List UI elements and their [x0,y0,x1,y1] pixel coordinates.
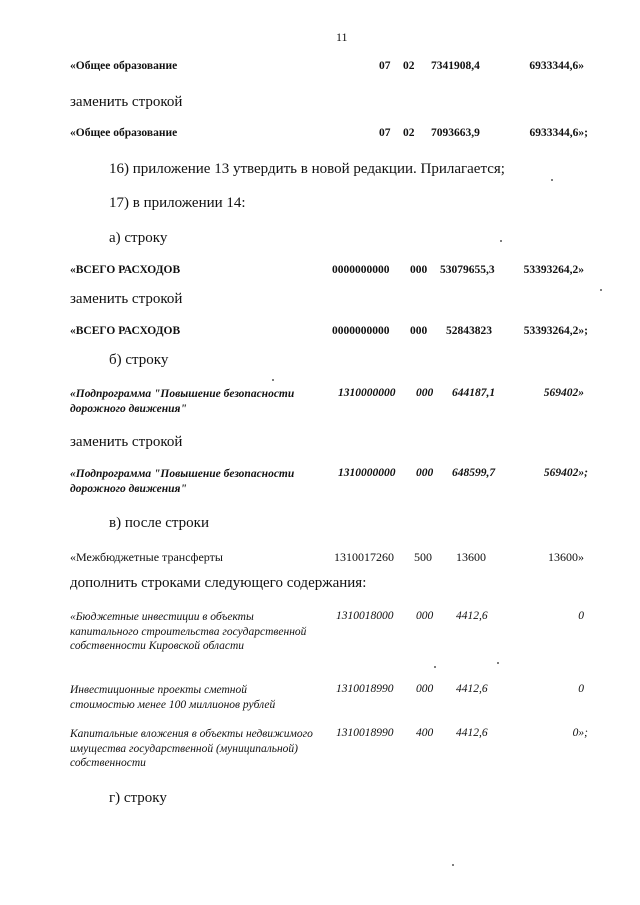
row-name: «Подпрограмма "Повышение безопасности дорожного движения" [70,468,295,495]
row-value-2: 6933344,6» [529,60,584,72]
row-type: 000 [416,467,434,479]
row-code-section: 07 [379,60,391,72]
row-code: 0000000000 [332,325,390,337]
row-code-section: 07 [379,127,391,139]
replace-text: заменить строкой [70,94,183,110]
row-code: 1310000000 [338,387,396,399]
row-value-1: 4412,6 [456,683,488,695]
row-name: «Межбюджетные трансферты [70,550,223,564]
scan-speck [500,240,502,242]
row-value-2: 0»; [572,727,588,739]
row-type: 500 [414,550,432,564]
row-value-2: 53393264,2» [523,264,584,276]
scan-speck [497,662,499,664]
row-value-2: 569402»; [543,467,588,479]
scan-speck [600,289,602,291]
row-value-1: 644187,1 [452,387,496,399]
row-value-1: 13600 [456,550,486,564]
sub-b-label: б) строку [109,352,169,368]
sub-v-label: в) после строки [109,515,209,531]
row-code: 1310017260 [334,550,394,564]
item-17: 17) в приложении 14: [109,195,246,211]
row-code: 1310018990 [336,727,394,739]
add-rows-text: дополнить строками следующего содержания: [70,575,367,591]
row-type: 000 [410,325,428,337]
row-code-subsection: 02 [403,127,415,139]
replace-text: заменить строкой [70,434,183,450]
scan-speck [272,379,274,381]
row-code-subsection: 02 [403,60,415,72]
sub-g-label: г) строку [109,790,167,806]
row-code: 1310000000 [338,467,396,479]
row-type: 000 [416,387,434,399]
row-value-1: 648599,7 [452,467,496,479]
row-type: 000 [416,610,434,622]
row-value-2: 569402» [543,387,584,399]
row-code: 1310018000 [336,610,394,622]
row-name: «Подпрограмма "Повышение безопасности дорожного движения" [70,388,295,415]
row-name: Капитальные вложения в объекты недвижимого имущества государственной (муниципальной) собственности [70,728,313,769]
row-type: 000 [416,683,434,695]
page-number: 11 [336,30,348,44]
row-name: Инвестиционные проекты сметной стоимостью менее 100 миллионов рублей [70,684,276,711]
row-code: 1310018990 [336,683,394,695]
row-value-2: 13600» [548,550,584,564]
row-value-2: 53393264,2»; [523,325,588,337]
row-name: «Бюджетные инвестиции в объекты капитального строительства государственной собственности Кировской области [70,611,307,652]
row-type: 400 [416,727,434,739]
row-value-1: 4412,6 [456,610,488,622]
row-code: 0000000000 [332,264,390,276]
row-value-2: 6933344,6»; [529,127,588,139]
scan-speck [434,666,436,668]
row-value-2: 0 [578,610,584,622]
row-name: «Общее образование [70,60,178,72]
row-name: «ВСЕГО РАСХОДОВ [70,325,181,337]
replace-text: заменить строкой [70,291,183,307]
row-type: 000 [410,264,428,276]
row-value-1: 7341908,4 [431,60,480,72]
scan-speck [551,179,553,181]
row-value-1: 7093663,9 [431,127,480,139]
scan-speck [452,864,454,866]
sub-a-label: а) строку [109,230,168,246]
row-value-1: 53079655,3 [440,264,495,276]
row-name: «ВСЕГО РАСХОДОВ [70,264,181,276]
row-value-1: 52843823 [446,325,492,337]
row-value-2: 0 [578,683,584,695]
item-16: 16) приложение 13 утвердить в новой редакции. Прилагается; [109,161,505,177]
row-value-1: 4412,6 [456,727,488,739]
row-name: «Общее образование [70,127,178,139]
